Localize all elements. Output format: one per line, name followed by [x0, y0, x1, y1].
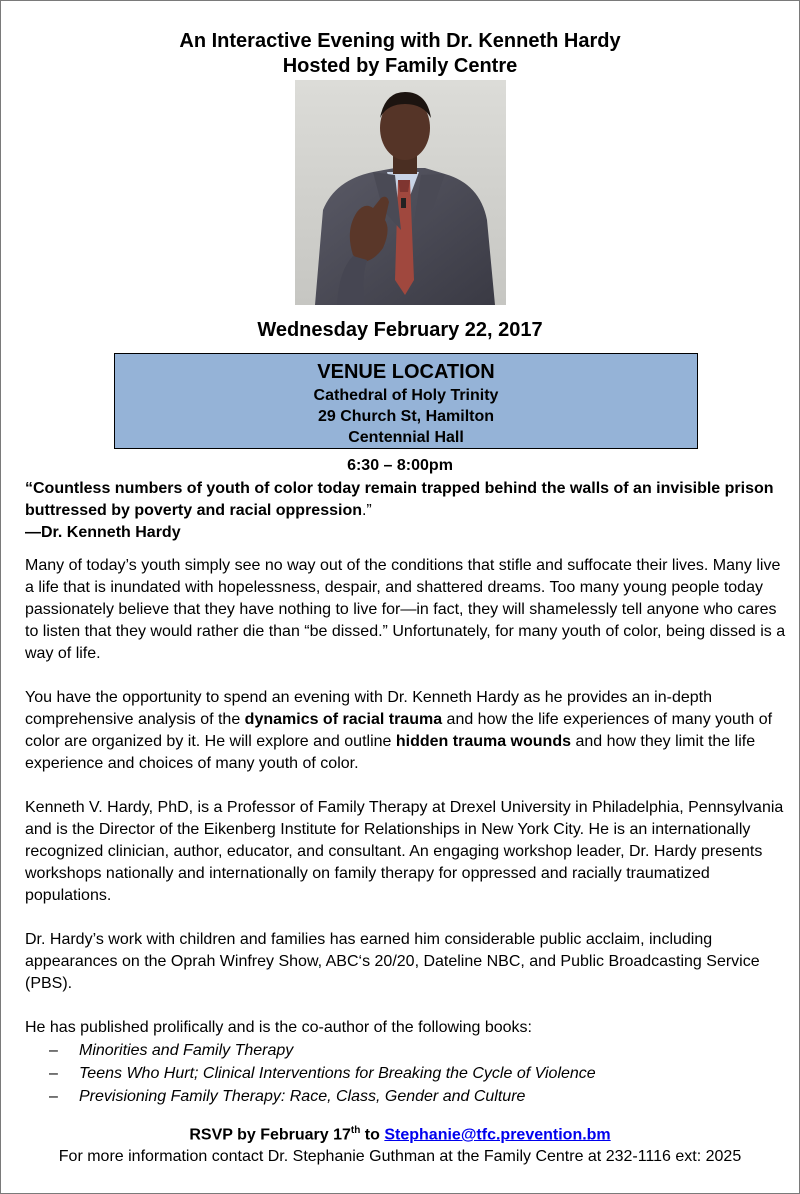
venue-address: 29 Church St, Hamilton [317, 408, 495, 425]
quote-attribution: —Dr. Kenneth Hardy [25, 524, 181, 541]
rsvp-sup: th [350, 1125, 361, 1136]
bullet-dash: – [49, 1065, 58, 1082]
book-item [25, 1039, 791, 1062]
speaker-photo-illustration [295, 80, 506, 305]
rsvp-email-link[interactable]: Stephanie@tfc.prevention.bm [384, 1126, 611, 1144]
p2-text-c: and how the life experiences of many youth of color are organized by it. He will explore and outline [25, 711, 773, 750]
book-item [25, 1062, 791, 1085]
bullet-dash: – [49, 1088, 58, 1105]
quote-close: .” [361, 502, 372, 519]
body-text [25, 555, 791, 1108]
quote-text: “Countless numbers of youth of color today remain trapped behind the walls of an invisible prison buttressed by poverty and racial oppression [25, 480, 774, 519]
book-title: Previsioning Family Therapy: Race, Class, Gender and Culture [79, 1088, 526, 1105]
quote [25, 478, 785, 544]
book-title: Minorities and Family Therapy [79, 1042, 294, 1059]
venue-place: Cathedral of Holy Trinity [313, 387, 499, 404]
paragraph-opportunity [25, 687, 791, 775]
p2-text-a: You have the opportunity to spend an evening with Dr. Kenneth Hardy as he provides an in-depth comprehensive analysis of the [25, 689, 712, 728]
paragraph-books-intro: He has published prolifically and is the co-author of the following books: [25, 1019, 532, 1036]
event-title [1, 29, 799, 79]
rsvp-prefix: RSVP by February 17 [189, 1126, 351, 1144]
title-line-2: Hosted by Family Centre [282, 55, 518, 77]
contact-info: For more information contact Dr. Stephanie Guthman at the Family Centre at 232-1116 ext: 2025 [58, 1148, 742, 1165]
event-date: Wednesday February 22, 2017 [257, 319, 543, 341]
event-time: 6:30 – 8:00pm [347, 457, 453, 474]
venue-box [114, 353, 698, 449]
venue-heading: VENUE LOCATION [317, 361, 495, 383]
book-item [25, 1085, 791, 1108]
venue-hall: Centennial Hall [348, 429, 464, 446]
speaker-photo [295, 80, 506, 305]
paragraph-intro: Many of today’s youth simply see no way out of the conditions that stifle and suffocate their lives. Many live a life that is inundated with hopelessness, despair, and shattered dreams. Too many young people today passionately believe that they have nothing to live for—in fact, they will shamelessly tell anyone who cares to listen that they would rather die than “be dissed.” Unfortunately, for many youth of color, being dissed is a way of life. [25, 557, 786, 662]
paragraph-bio: Kenneth V. Hardy, PhD, is a Professor of Family Therapy at Drexel University in Philadelphia, Pennsylvania and is the Director of the Eikenberg Institute for Relationships in New York City. He is an internationally recognized clinician, author, educator, and consultant. An engaging workshop leader, Dr. Hardy presents workshops nationally and internationally on family therapy for oppressed and racially traumatized populations. [25, 799, 784, 904]
rsvp-line [1, 1125, 799, 1144]
bullet-dash: – [49, 1042, 58, 1059]
p2-bold-racial-trauma: dynamics of racial trauma [244, 711, 443, 728]
title-line-1: An Interactive Evening with Dr. Kenneth Hardy [179, 30, 621, 52]
p2-text-e: and how they limit the life experience and choices of many youth of color. [25, 733, 756, 772]
book-title: Teens Who Hurt; Clinical Interventions for Breaking the Cycle of Violence [79, 1065, 596, 1082]
rsvp-to: to [360, 1126, 385, 1144]
book-list [25, 1039, 791, 1108]
p2-bold-trauma-wounds: hidden trauma wounds [395, 733, 571, 750]
paragraph-acclaim: Dr. Hardy’s work with children and families has earned him considerable public acclaim, including appearances on the Oprah Winfrey Show, ABC‘s 20/20, Dateline NBC, and Public Broadcasting Service (PBS). [25, 931, 760, 992]
